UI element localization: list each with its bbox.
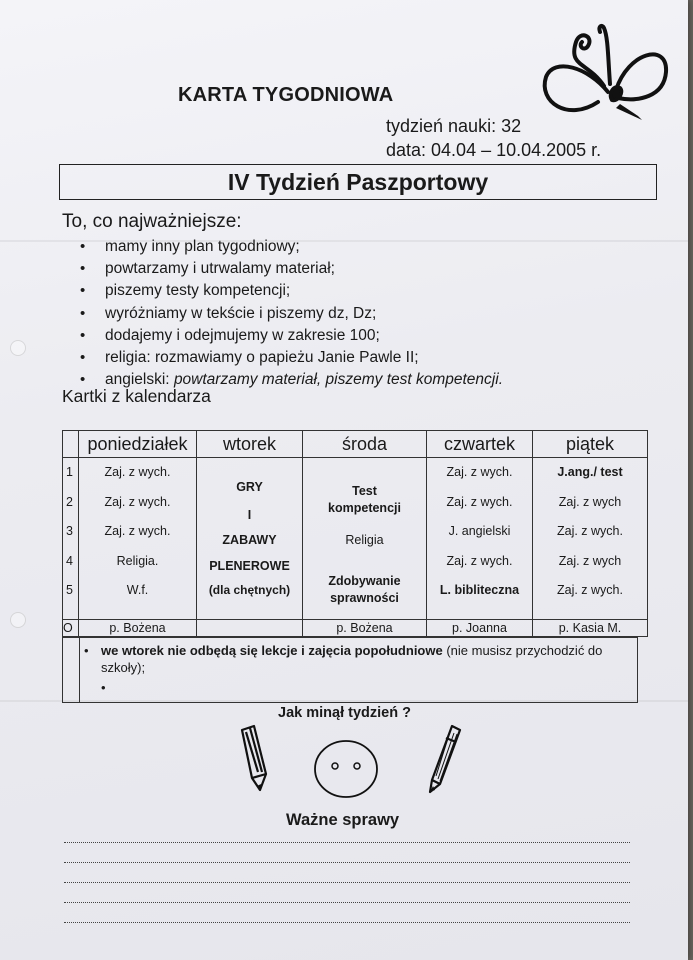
thursday-lessons <box>427 458 533 620</box>
teachers-row <box>63 619 648 636</box>
day-header-friday: piątek <box>533 431 648 458</box>
lesson-cell: Zaj. z wych <box>558 494 622 509</box>
notes-margin-line <box>79 638 80 702</box>
writing-line <box>64 882 630 883</box>
lesson-cell: W.f. <box>126 583 149 598</box>
writing-line <box>64 922 630 923</box>
monday-lessons <box>79 458 197 620</box>
lesson-cell: Zaj. z wych. <box>557 583 623 598</box>
important-matters-heading: Ważne sprawy <box>286 811 400 829</box>
day-header-monday: poniedziałek <box>79 431 197 458</box>
pencil-icon <box>238 724 272 794</box>
lesson-cell: Religia <box>345 533 384 548</box>
list-item-prefix: angielski: <box>105 371 174 389</box>
lesson-number: 5 <box>66 583 73 598</box>
lesson-cell: Religia. <box>116 553 159 568</box>
writing-line <box>64 902 630 903</box>
teacher-cell <box>197 619 303 636</box>
lesson-cell: GRY <box>236 480 263 495</box>
lesson-cell: Zaj. z wych <box>558 553 622 568</box>
day-header-thursday: czwartek <box>427 431 533 458</box>
lesson-number: 4 <box>66 553 73 568</box>
lesson-cell: Test <box>352 484 377 499</box>
lesson-cell: I <box>247 508 252 523</box>
day-header-wednesday: środa <box>303 431 427 458</box>
tuesday-lessons <box>197 458 303 620</box>
bullet-icon: • <box>84 643 89 658</box>
lesson-cell: Zaj. z wych. <box>446 494 513 509</box>
writing-line <box>64 862 630 863</box>
lesson-cell: Zaj. z wych. <box>104 494 171 509</box>
lesson-cell: PLENEROWE <box>209 559 290 574</box>
lesson-cell: kompetencji <box>328 501 401 516</box>
day-header-tuesday: wtorek <box>197 431 303 458</box>
face-circle-icon <box>313 738 379 800</box>
week-number: tydzień nauki: 32 <box>386 116 522 136</box>
list-item: • religia: rozmawiamy o papieżu Janie Pawle II; <box>80 347 503 369</box>
lesson-number: 3 <box>66 524 73 539</box>
lesson-cell: Zdobywanie <box>328 574 401 589</box>
weekly-schedule-table <box>62 430 648 637</box>
teacher-cell: p. Kasia M. <box>533 619 648 636</box>
pen-icon <box>424 724 464 796</box>
lesson-cell: sprawności <box>330 591 399 606</box>
bullet-icon: • <box>101 680 106 695</box>
notes-box <box>62 637 638 703</box>
page-title: KARTA TYGODNIOWA <box>178 84 394 106</box>
lesson-cell: Zaj. z wych. <box>104 465 171 480</box>
list-item: • mamy inny plan tygodniowy; <box>80 236 503 258</box>
punch-hole <box>10 340 26 356</box>
how-was-week-heading: Jak minął tydzień ? <box>278 705 411 721</box>
writing-line <box>64 842 630 843</box>
lesson-cell: (dla chętnych) <box>208 583 291 598</box>
punch-hole <box>10 612 26 628</box>
lesson-numbers <box>63 458 79 620</box>
lesson-cell: J.ang./ test <box>557 465 623 480</box>
important-list <box>80 236 503 391</box>
list-item: • powtarzamy i utrwalamy materiał; <box>80 258 503 280</box>
note-bold: we wtorek nie odbędą się lekcje i zajęcia popołudniowe <box>101 643 443 658</box>
lesson-number: 1 <box>66 465 73 480</box>
lesson-cell: Zaj. z wych. <box>446 465 513 480</box>
teacher-cell: p. Joanna <box>427 619 533 636</box>
list-item-italic: powtarzamy materiał, piszemy test kompetencji. <box>173 371 503 389</box>
teacher-cell: p. Bożena <box>79 619 197 636</box>
table-corner <box>63 431 79 458</box>
lesson-cell: Zaj. z wych. <box>104 524 171 539</box>
teachers-mark: O <box>63 619 79 636</box>
lesson-cell: Zaj. z wych. <box>557 524 623 539</box>
note-normal: (nie musisz przychodzić do szkoły); <box>101 643 603 675</box>
wednesday-lessons <box>303 458 427 620</box>
lesson-number: 2 <box>66 494 73 509</box>
butterfly-icon <box>538 22 673 122</box>
table-row <box>63 458 648 620</box>
lesson-cell: ZABAWY <box>222 533 277 548</box>
note-item <box>84 642 611 676</box>
lesson-cell: Zaj. z wych. <box>446 553 513 568</box>
important-heading: To, co najważniejsze: <box>62 211 242 232</box>
friday-lessons <box>533 458 648 620</box>
lesson-cell: J. angielski <box>448 524 511 539</box>
week-banner: IV Tydzień Paszportowy <box>59 164 657 200</box>
list-item: • dodajemy i odejmujemy w zakresie 100; <box>80 325 503 347</box>
lesson-cell: L. bibliteczna <box>439 583 520 598</box>
table-header-row <box>63 431 648 458</box>
teacher-cell: p. Bożena <box>303 619 427 636</box>
list-item: • piszemy testy kompetencji; <box>80 280 503 302</box>
calendar-heading: Kartki z kalendarza <box>62 386 211 406</box>
list-item: • wyróżniamy w tekście i piszemy dz, Dz; <box>80 303 503 325</box>
date-range: data: 04.04 – 10.04.2005 r. <box>386 140 602 160</box>
